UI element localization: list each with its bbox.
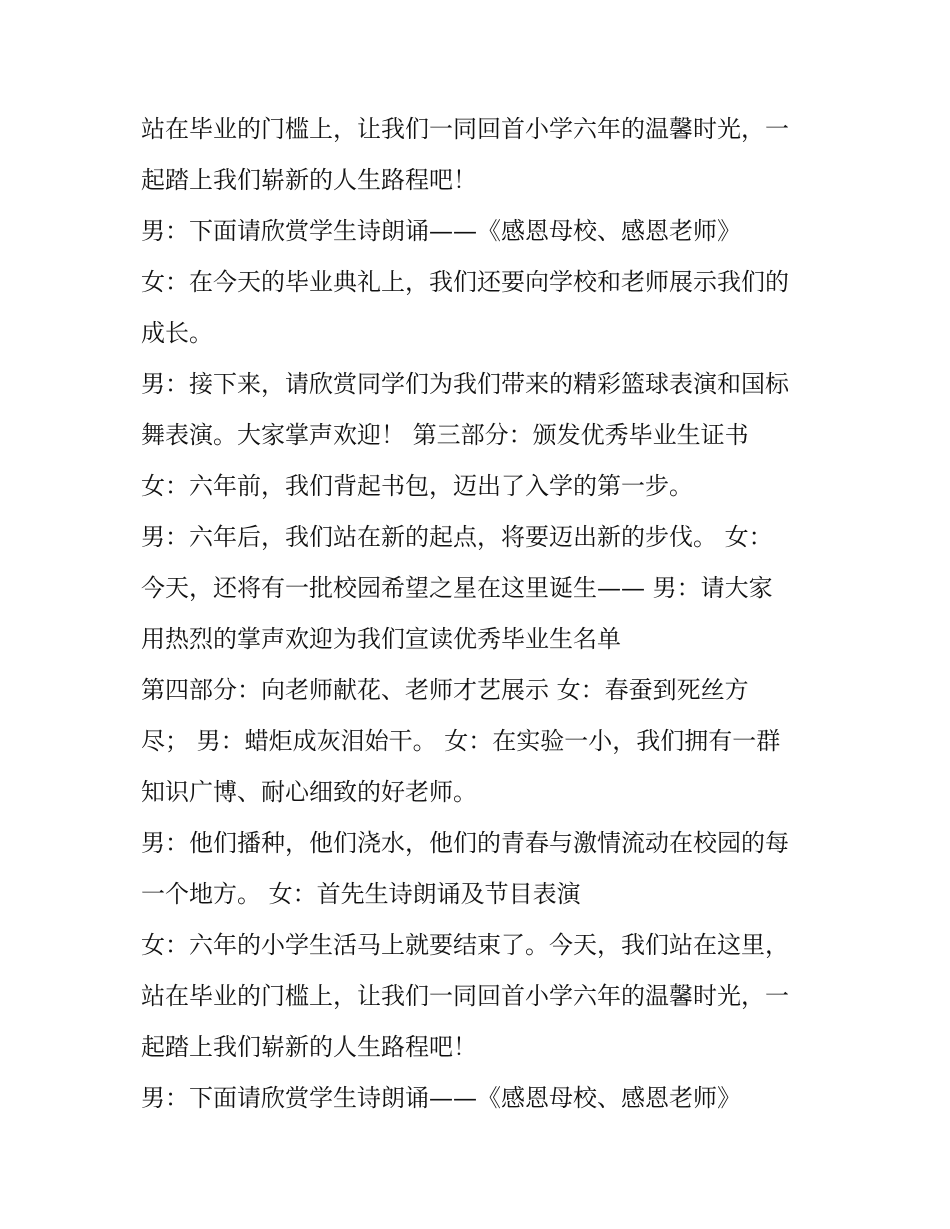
text-line: 舞表演。大家掌声欢迎！ 第三部分：颁发优秀毕业生证书	[141, 421, 749, 449]
text-line: 男：他们播种，他们浇水，他们的青春与激情流动在校园的每	[141, 829, 789, 857]
text-line: 男：接下来，请欣赏同学们为我们带来的精彩篮球表演和国标	[141, 370, 789, 398]
text-line: 第四部分：向老师献花、老师才艺展示 女：春蚕到死丝方	[141, 676, 749, 704]
text-line: 女：六年前，我们背起书包，迈出了入学的第一步。	[141, 472, 693, 500]
text-line: 女：六年的小学生活马上就要结束了。今天，我们站在这里，	[141, 931, 789, 959]
text-line: 成长。	[141, 319, 213, 347]
text-line: 今天，还将有一批校园希望之星在这里诞生—— 男：请大家	[141, 574, 773, 602]
text-line: 一个地方。 女：首先生诗朗诵及节目表演	[141, 880, 581, 908]
text-line: 尽； 男：蜡炬成灰泪始干。 女：在实验一小，我们拥有一群	[141, 727, 781, 755]
text-line: 起踏上我们崭新的人生路程吧！	[141, 1033, 477, 1061]
text-line: 站在毕业的门槛上，让我们一同回首小学六年的温馨时光，一	[141, 982, 789, 1010]
document-body	[141, 104, 821, 1124]
text-line: 用热烈的掌声欢迎为我们宣读优秀毕业生名单	[141, 625, 621, 653]
text-line: 男：下面请欣赏学生诗朗诵——《感恩母校、感恩老师》	[141, 1084, 741, 1112]
text-line: 男：下面请欣赏学生诗朗诵——《感恩母校、感恩老师》	[141, 217, 741, 245]
text-line: 知识广博、耐心细致的好老师。	[141, 778, 477, 806]
text-line: 起踏上我们崭新的人生路程吧！	[141, 166, 477, 194]
text-line: 男：六年后，我们站在新的起点，将要迈出新的步伐。 女：	[141, 523, 773, 551]
text-line: 女：在今天的毕业典礼上，我们还要向学校和老师展示我们的	[141, 268, 789, 296]
text-line: 站在毕业的门槛上，让我们一同回首小学六年的温馨时光，一	[141, 115, 789, 143]
